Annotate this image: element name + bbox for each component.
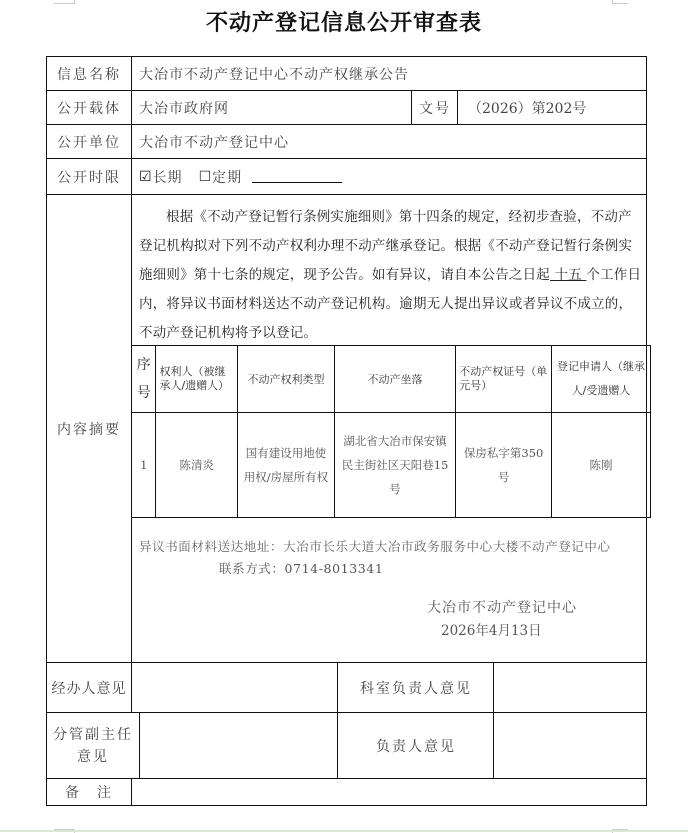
objection-address: 异议书面材料送达地址：大冶市长乐大道大冶市政务服务中心大楼不动产登记中心 — [139, 539, 611, 554]
info-name-label: 信息名称 — [47, 57, 132, 90]
cell-cert-number: 保房私字第350号 — [456, 413, 552, 518]
property-table-row — [132, 413, 651, 518]
doc-number-label: 文号 — [411, 91, 458, 124]
cell-serial: 1 — [132, 413, 156, 518]
objection-days: 十五 — [550, 267, 587, 283]
doc-number-value: （2026）第202号 — [457, 91, 645, 124]
summary-label: 内容摘要 — [47, 195, 132, 662]
unit-label: 公开单位 — [47, 125, 132, 158]
carrier-value: 大冶市政府网 — [139, 100, 229, 117]
issuer-name: 大冶市不动产登记中心 — [427, 600, 577, 616]
row-summary — [46, 194, 647, 662]
fixed-term-checkbox[interactable]: ☐ — [198, 168, 213, 185]
handler-opinion-field[interactable] — [131, 663, 339, 712]
header-right-type: 不动产权利类型 — [238, 346, 335, 413]
announcement-part-2: 个工作日内，将异议书面材料送达不动产登记机构。逾期无人提出异议或者异议不成立的，不动产登记机构将予以登记。 — [139, 267, 642, 341]
header-serial: 序号 — [132, 346, 156, 413]
page-corner-mark — [54, 0, 75, 4]
remark-label: 备 注 — [47, 779, 132, 805]
remark-field[interactable] — [131, 779, 639, 805]
row-deputy — [46, 712, 647, 778]
row-info-name — [46, 56, 647, 90]
info-name-value: 大冶市不动产登记中心不动产权继承公告 — [139, 66, 409, 83]
head-opinion-label: 负责人意见 — [337, 713, 494, 778]
issue-date: 2026年4月13日 — [441, 623, 542, 639]
page-corner-mark — [612, 0, 628, 4]
unit-value: 大冶市不动产登记中心 — [139, 134, 289, 151]
row-period — [46, 158, 647, 194]
announcement-part-1: 根据《不动产登记暂行条例实施细则》第十四条的规定，经初步查验，不动产登记机构拟对下列不动产权利办理不动产继承登记。根据《不动产登记暂行条例实施细则》第十七条的规定，现予公告。如有异议，请自本公告之日起 — [139, 209, 633, 283]
property-table-header — [132, 346, 651, 413]
header-applicant: 登记申请人（继承人/受遗赠人 — [552, 346, 651, 413]
long-term-checkbox[interactable]: ☑ — [139, 168, 153, 185]
fixed-term-blank[interactable] — [252, 170, 342, 183]
long-term-label: 长期 — [152, 169, 183, 186]
dept-head-opinion-field[interactable] — [493, 663, 646, 712]
form-title: 不动产登记信息公开审查表 — [205, 10, 482, 36]
property-table — [131, 345, 651, 518]
deputy-director-opinion-field[interactable] — [131, 713, 339, 778]
cell-location: 湖北省大冶市保安镇民主街社区天阳巷15号 — [334, 413, 455, 518]
handler-opinion-label: 经办人意见 — [47, 663, 132, 712]
cell-applicant: 陈刚 — [552, 413, 651, 518]
row-remark — [46, 778, 647, 806]
period-options — [131, 159, 342, 194]
carrier-label: 公开载体 — [47, 91, 132, 124]
cell-right-type: 国有建设用地使用权/房屋所有权 — [238, 413, 335, 518]
fixed-term-label: 定期 — [212, 169, 243, 186]
announcement-text — [139, 203, 644, 348]
header-cert-number: 不动产权证号（单元号） — [456, 346, 552, 413]
dept-head-opinion-label: 科室负责人意见 — [337, 663, 494, 712]
contact-phone: 联系方式：0714-8013341 — [219, 561, 384, 576]
row-handler — [46, 662, 647, 712]
header-right-holder: 权利人（被继承人/遗赠人） — [156, 346, 238, 413]
row-unit — [46, 124, 647, 158]
period-label: 公开时限 — [47, 159, 132, 194]
header-location: 不动产坐落 — [334, 346, 455, 413]
head-opinion-field[interactable] — [493, 713, 646, 778]
cell-right-holder: 陈清炎 — [156, 413, 238, 518]
row-carrier — [46, 90, 647, 124]
deputy-director-opinion-label: 分管副主任意见 — [47, 713, 140, 778]
